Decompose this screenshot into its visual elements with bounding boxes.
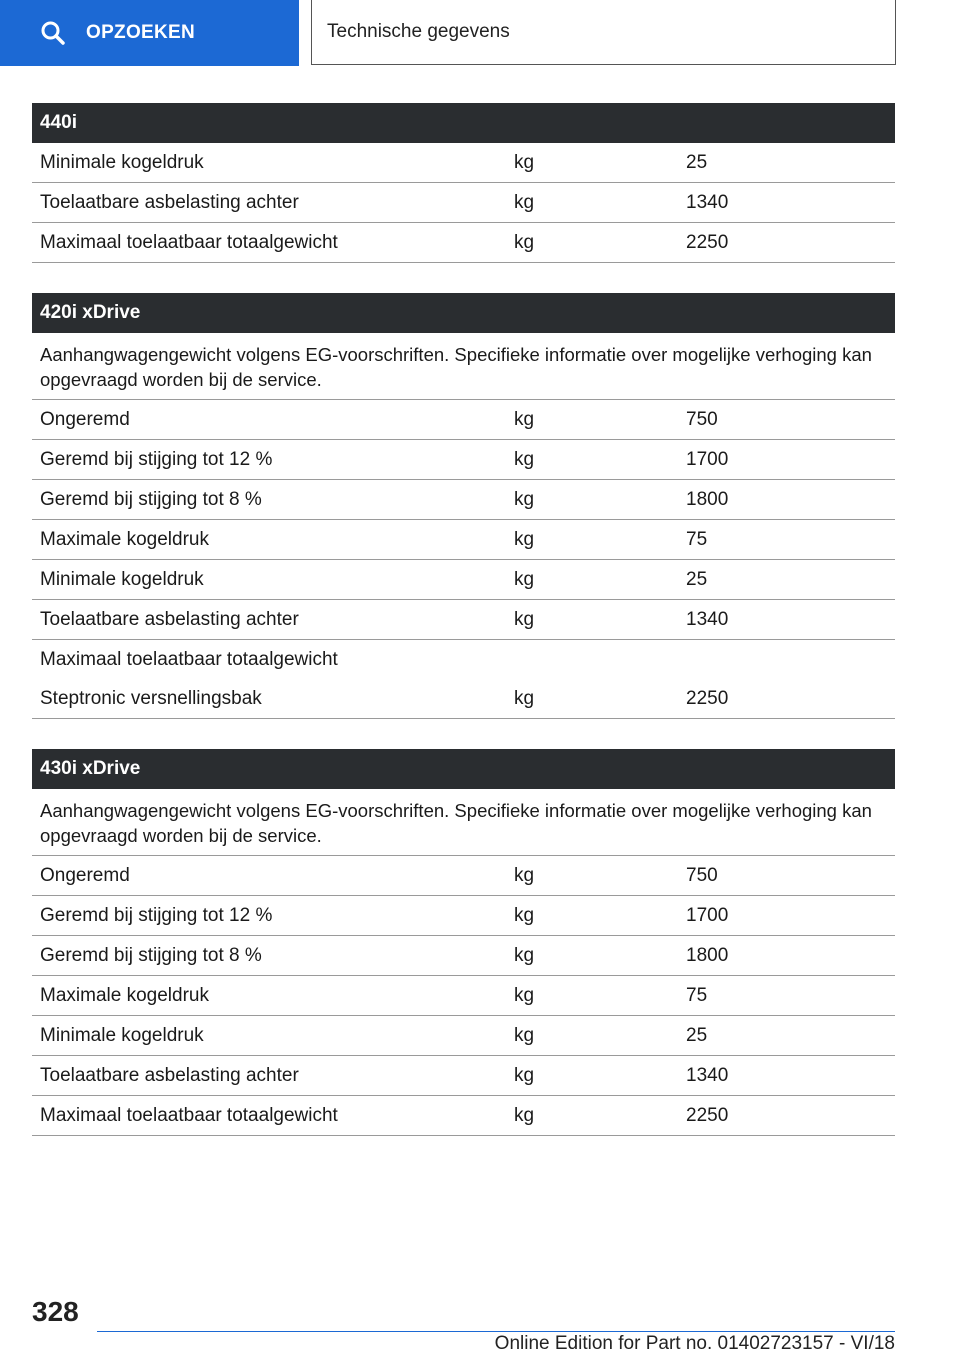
row-label: Minimale kogeldruk bbox=[40, 1024, 204, 1046]
row-unit: kg bbox=[514, 688, 535, 709]
row-unit: kg bbox=[514, 528, 535, 550]
table-row bbox=[32, 183, 895, 223]
row-unit: kg bbox=[514, 904, 535, 926]
section-440i bbox=[32, 103, 895, 263]
table-row bbox=[32, 640, 895, 719]
row-value: 75 bbox=[686, 984, 708, 1006]
row-label: Maximale kogeldruk bbox=[40, 984, 209, 1006]
table-row bbox=[32, 936, 895, 976]
row-value: 1800 bbox=[686, 944, 729, 966]
row-unit: kg bbox=[514, 151, 535, 173]
row-unit: kg bbox=[514, 488, 535, 510]
row-unit: kg bbox=[514, 191, 535, 213]
row-unit: kg bbox=[514, 448, 535, 470]
row-label: Ongeremd bbox=[40, 408, 130, 430]
row-value: 1340 bbox=[686, 1064, 729, 1086]
footer-edition: Online Edition for Part no. 01402723157 - VI/18 bbox=[494, 1333, 895, 1354]
row-value: 25 bbox=[686, 1024, 708, 1046]
row-label: Maximaal toelaatbaar totaalgewicht bbox=[40, 649, 338, 670]
footer-divider bbox=[97, 1331, 895, 1332]
row-value: 1700 bbox=[686, 904, 729, 926]
table-row bbox=[32, 976, 895, 1016]
search-button-label: OPZOEKEN bbox=[86, 22, 196, 43]
table-row bbox=[32, 856, 895, 896]
table-row bbox=[32, 520, 895, 560]
chapter-title: Technische gegevens bbox=[327, 21, 510, 42]
row-label: Toelaatbare asbelasting achter bbox=[40, 608, 299, 630]
row-value: 1340 bbox=[686, 608, 729, 630]
table-row bbox=[32, 143, 895, 183]
row-label: Maximale kogeldruk bbox=[40, 528, 209, 550]
row-sublabel: Steptronic versnellingsbak bbox=[40, 688, 262, 709]
search-button[interactable] bbox=[0, 0, 299, 66]
row-value: 750 bbox=[686, 864, 718, 886]
page-number: 328 bbox=[32, 1296, 79, 1327]
chapter-title-link[interactable] bbox=[311, 0, 896, 65]
row-unit: kg bbox=[514, 864, 535, 886]
section-note: Aanhangwagengewicht volgens EG-voorschriften. Specifieke informatie over mogelijke verhoging kan opgevraagd worden bij de service. bbox=[32, 789, 895, 856]
section-header: 440i bbox=[32, 103, 895, 143]
table-row bbox=[32, 440, 895, 480]
row-unit: kg bbox=[514, 608, 535, 630]
row-unit: kg bbox=[514, 944, 535, 966]
section-header: 430i xDrive bbox=[32, 749, 895, 789]
row-value: 2250 bbox=[686, 1104, 729, 1126]
table-row bbox=[32, 560, 895, 600]
row-label: Ongeremd bbox=[40, 864, 130, 886]
row-label: Geremd bij stijging tot 8 % bbox=[40, 488, 262, 510]
row-value: 1340 bbox=[686, 191, 729, 213]
search-icon bbox=[40, 20, 66, 46]
row-unit: kg bbox=[514, 1024, 535, 1046]
row-value: 2250 bbox=[686, 231, 729, 253]
row-value: 1700 bbox=[686, 448, 729, 470]
row-label: Maximaal toelaatbaar totaalgewicht bbox=[40, 1104, 338, 1126]
row-value: 75 bbox=[686, 528, 708, 550]
row-value: 25 bbox=[686, 568, 708, 590]
row-value: 750 bbox=[686, 408, 718, 430]
top-bar bbox=[0, 0, 960, 66]
section-420i-xdrive bbox=[32, 293, 895, 719]
section-header: 420i xDrive bbox=[32, 293, 895, 333]
row-unit: kg bbox=[514, 568, 535, 590]
section-430i-xdrive bbox=[32, 749, 895, 1136]
table-row bbox=[32, 600, 895, 640]
table-row bbox=[32, 1016, 895, 1056]
row-value: 2250 bbox=[686, 688, 729, 709]
table-row bbox=[32, 400, 895, 440]
spec-content bbox=[32, 103, 895, 1166]
row-label: Maximaal toelaatbaar totaalgewicht bbox=[40, 231, 338, 253]
table-row bbox=[32, 1096, 895, 1136]
table-row bbox=[32, 896, 895, 936]
row-unit: kg bbox=[514, 1104, 535, 1126]
row-label: Geremd bij stijging tot 8 % bbox=[40, 944, 262, 966]
row-unit: kg bbox=[514, 1064, 535, 1086]
row-value: 1800 bbox=[686, 488, 729, 510]
table-row bbox=[32, 480, 895, 520]
row-label: Minimale kogeldruk bbox=[40, 568, 204, 590]
row-unit: kg bbox=[514, 984, 535, 1006]
row-label: Geremd bij stijging tot 12 % bbox=[40, 448, 273, 470]
row-label: Toelaatbare asbelasting achter bbox=[40, 1064, 299, 1086]
section-note: Aanhangwagengewicht volgens EG-voorschriften. Specifieke informatie over mogelijke verhoging kan opgevraagd worden bij de service. bbox=[32, 333, 895, 400]
row-label: Geremd bij stijging tot 12 % bbox=[40, 904, 273, 926]
table-row bbox=[32, 223, 895, 263]
row-value: 25 bbox=[686, 151, 708, 173]
table-row bbox=[32, 1056, 895, 1096]
row-label: Minimale kogeldruk bbox=[40, 151, 204, 173]
row-unit: kg bbox=[514, 231, 535, 253]
row-label: Toelaatbare asbelasting achter bbox=[40, 191, 299, 213]
row-label-group bbox=[32, 640, 508, 718]
row-unit: kg bbox=[514, 408, 535, 430]
